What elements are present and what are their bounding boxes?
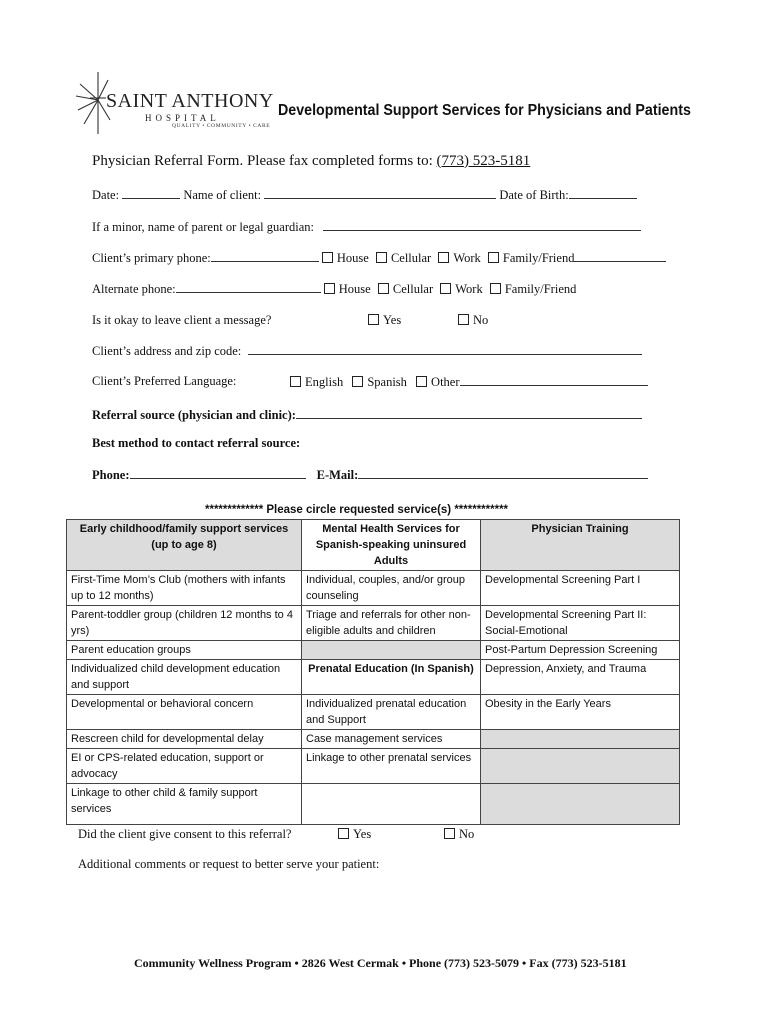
address-field[interactable] (248, 343, 642, 355)
service-cell[interactable]: Individual, couples, and/or group counseling (302, 571, 481, 606)
empty-cell (481, 784, 680, 825)
language-options (290, 374, 648, 390)
header-physician-training: Physician Training (481, 520, 680, 571)
header-mental-health: Mental Health Services for Spanish-speaking uninsured Adults (302, 520, 481, 571)
service-cell[interactable]: EI or CPS-related education, support or advocacy (67, 749, 302, 784)
logo-tagline: QUALITY • COMMUNITY • CARE (172, 123, 271, 129)
table-row (67, 641, 680, 660)
service-cell[interactable]: Parent education groups (67, 641, 302, 660)
training-cell[interactable]: Obesity in the Early Years (481, 695, 680, 730)
empty-cell (302, 641, 481, 660)
table-row (67, 695, 680, 730)
service-cell[interactable]: Triage and referrals for other non-eligible adults and children (302, 606, 481, 641)
consent-no-option (444, 827, 474, 842)
consent-yes-checkbox[interactable] (338, 828, 349, 839)
training-cell[interactable]: Developmental Screening Part II: Social-Emotional (481, 606, 680, 641)
service-cell[interactable]: First-Time Mom’s Club (mothers with infants up to 12 months) (67, 571, 302, 606)
message-yes-option (368, 313, 401, 328)
other-checkbox[interactable] (416, 376, 427, 387)
service-cell[interactable]: Parent-toddler group (children 12 months to 4 yrs) (67, 606, 302, 641)
dob-label: Date of Birth: (499, 188, 569, 202)
alt-cellular-checkbox[interactable] (378, 283, 389, 294)
family-friend-checkbox[interactable] (488, 252, 499, 263)
table-row (67, 606, 680, 641)
alt-cellular-label: Cellular (392, 282, 434, 296)
message-label: Is it okay to leave client a message? (92, 313, 272, 327)
heading-text: Physician Referral Form. Please fax completed forms to: (92, 153, 437, 169)
consent-yes-option (338, 827, 371, 842)
primary-phone-row (92, 250, 666, 266)
other-language-field[interactable] (460, 374, 648, 386)
training-cell[interactable]: Developmental Screening Part I (481, 571, 680, 606)
logo-name: SAINT ANTHONY (106, 90, 274, 112)
form-heading (92, 153, 530, 170)
message-no-checkbox[interactable] (458, 314, 469, 325)
address-label: Client’s address and zip code: (92, 344, 242, 358)
alternate-phone-label: Alternate phone: (92, 282, 176, 296)
training-cell[interactable]: Post-Partum Depression Screening (481, 641, 680, 660)
page-title: Developmental Support Services for Physicians and Patients (278, 102, 691, 119)
house-label: House (336, 251, 369, 265)
address-row (92, 343, 642, 359)
training-cell[interactable]: Depression, Anxiety, and Trauma (481, 660, 680, 695)
alt-family-friend-label: Family/Friend (504, 282, 577, 296)
table-row (67, 749, 680, 784)
house-checkbox[interactable] (322, 252, 333, 263)
cellular-checkbox[interactable] (376, 252, 387, 263)
table-row (67, 784, 680, 825)
alt-work-checkbox[interactable] (440, 283, 451, 294)
english-checkbox[interactable] (290, 376, 301, 387)
guardian-field[interactable] (323, 219, 641, 231)
primary-phone-label: Client’s primary phone: (92, 251, 211, 265)
services-table (66, 519, 680, 825)
alt-family-friend-checkbox[interactable] (490, 283, 501, 294)
services-banner: ************* Please circle requested service(s) ************ (205, 504, 509, 516)
referral-label: Referral source (physician and clinic): (92, 408, 296, 422)
spanish-label: Spanish (367, 375, 407, 389)
guardian-row (92, 219, 641, 235)
spanish-checkbox[interactable] (352, 376, 363, 387)
table-row (67, 730, 680, 749)
table-row (67, 660, 680, 695)
service-cell[interactable]: Individualized child development education and support (67, 660, 302, 695)
alt-house-checkbox[interactable] (324, 283, 335, 294)
phone-field[interactable] (130, 467, 306, 479)
message-no-option (458, 313, 488, 328)
table-row (67, 571, 680, 606)
prenatal-heading-cell (302, 660, 481, 695)
phone-label: Phone: (92, 468, 130, 482)
alternate-phone-field[interactable] (176, 281, 321, 293)
alt-house-label: House (338, 282, 371, 296)
consent-no-label: No (459, 827, 475, 841)
cellular-label: Cellular (390, 251, 432, 265)
work-checkbox[interactable] (438, 252, 449, 263)
contact-row (92, 467, 648, 483)
service-cell[interactable]: Linkage to other prenatal services (302, 749, 481, 784)
consent-yes-label: Yes (353, 827, 372, 841)
service-cell[interactable]: Individualized prenatal education and Support (302, 695, 481, 730)
dob-field[interactable] (569, 187, 637, 199)
primary-phone-field[interactable] (211, 250, 319, 262)
email-label: E-Mail: (316, 468, 359, 482)
date-field[interactable] (122, 187, 180, 199)
english-label: English (305, 375, 344, 389)
alternate-phone-row (92, 281, 576, 297)
footer: Community Wellness Program • 2826 West Cermak • Phone (773) 523-5079 • Fax (773) 523-5181 (134, 956, 627, 970)
email-field[interactable] (358, 467, 648, 479)
service-cell[interactable]: Linkage to other child & family support services (67, 784, 302, 825)
work-label: Work (453, 251, 481, 265)
table-header-row (67, 520, 680, 571)
prenatal-heading: Prenatal Education (In Spanish) (308, 663, 474, 675)
consent-question: Did the client give consent to this referral? (78, 827, 292, 841)
logo-subtitle: HOSPITAL (145, 113, 220, 123)
fax-number: (773) 523-5181 (436, 153, 531, 169)
guardian-label: If a minor, name of parent or legal guardian: (92, 220, 314, 234)
other-label: Other (431, 375, 460, 389)
client-name-label: Name of client: (183, 188, 262, 202)
comments-label: Additional comments or request to better serve your patient: (78, 857, 380, 871)
service-cell[interactable]: Case management services (302, 730, 481, 749)
empty-cell (302, 784, 481, 825)
empty-cell (481, 749, 680, 784)
message-yes-checkbox[interactable] (368, 314, 379, 325)
language-row (92, 374, 236, 389)
consent-no-checkbox[interactable] (444, 828, 455, 839)
alt-work-label: Work (455, 282, 483, 296)
client-name-field[interactable] (264, 187, 496, 199)
service-cell[interactable]: Rescreen child for developmental delay (67, 730, 302, 749)
referral-row (92, 407, 642, 423)
family-friend-field[interactable] (574, 250, 666, 262)
best-method-label: Best method to contact referral source: (92, 436, 301, 450)
date-label: Date: (92, 188, 120, 202)
header-early-childhood: Early childhood/family support services (up to age 8) (67, 520, 302, 571)
family-friend-label: Family/Friend (502, 251, 575, 265)
date-name-row (92, 187, 637, 203)
message-row (92, 313, 271, 328)
referral-field[interactable] (296, 407, 642, 419)
service-cell[interactable]: Developmental or behavioral concern (67, 695, 302, 730)
message-yes-label: Yes (383, 313, 402, 327)
message-no-label: No (473, 313, 489, 327)
empty-cell (481, 730, 680, 749)
language-label: Client’s Preferred Language: (92, 374, 237, 388)
